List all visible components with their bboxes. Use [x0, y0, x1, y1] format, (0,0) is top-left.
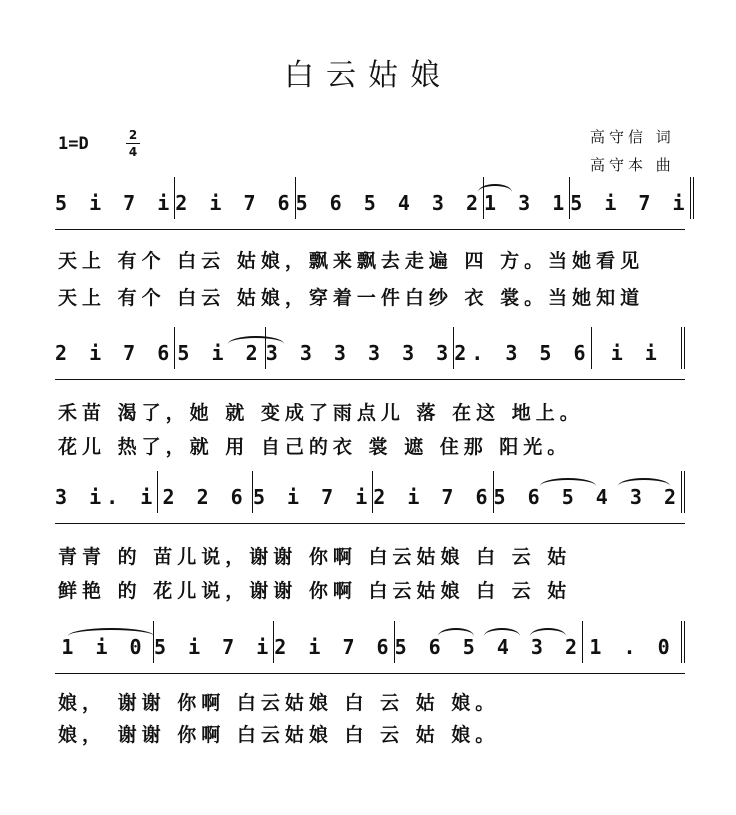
measure — [175, 177, 295, 219]
composer-credit: 高守本 曲 — [590, 156, 675, 174]
notes: 5 6 5 4 3 2 — [394, 635, 583, 659]
notes: 5 6 5 4 3 2 — [295, 191, 484, 215]
notes: i i — [610, 341, 662, 365]
tie-mark — [484, 628, 520, 644]
measure — [55, 471, 158, 513]
lyric-line-3-verse-1: 青青 的 苗儿说，谢谢 你啊 白云姑娘 白 云 姑 — [58, 546, 572, 568]
measure — [253, 471, 373, 513]
lyric-line-2-verse-2: 花儿 热了，就 用 自己的衣 裳 遮 住那 阳光。 — [58, 436, 572, 458]
notes: 2 i 7 6 — [373, 485, 493, 509]
tie-mark — [68, 628, 154, 644]
notes: 5 i 7 i — [252, 485, 373, 509]
measure — [266, 327, 454, 369]
notes: 3 i. i — [55, 485, 158, 509]
notes: 3 3 3 3 3 3 — [265, 341, 454, 365]
tie-mark — [438, 628, 474, 644]
notes: 1 3 1 — [484, 191, 570, 215]
notes: 5 i 7 i — [570, 191, 690, 215]
lyric-line-4-verse-1: 娘， 谢谢 你啊 白云姑娘 白 云 姑 娘。 — [58, 692, 500, 714]
notes: 5 6 5 4 3 2 — [493, 485, 681, 509]
lyric-line-4-verse-2: 娘， 谢谢 你啊 白云姑娘 白 云 姑 娘。 — [58, 724, 500, 746]
tie-mark — [618, 478, 670, 494]
measure — [583, 621, 685, 663]
notes: 2. 3 5 6 — [454, 341, 591, 365]
notes: 2 i 7 6 — [274, 635, 394, 659]
notes: 2 2 6 — [162, 485, 248, 509]
time-signature-bottom: 4 — [128, 145, 138, 159]
time-signature-divider — [126, 143, 140, 144]
tie-mark — [540, 478, 596, 494]
measure — [454, 327, 591, 369]
notes: 1 . 0 — [589, 635, 675, 659]
lyric-line-1-verse-1: 天上 有个 白云 姑娘，飘来飘去走遍 四 方。当她看见 — [58, 250, 645, 272]
lyric-line-2-verse-1: 禾苗 渴了，她 就 变成了雨点儿 落 在这 地上。 — [58, 402, 584, 424]
key-signature: 1=D — [58, 134, 89, 154]
measure — [592, 327, 685, 369]
time-signature-top: 2 — [128, 128, 138, 142]
song-title: 白云姑娘 — [284, 58, 452, 93]
time-signature — [126, 128, 140, 159]
measure — [154, 621, 274, 663]
notation-line-1 — [55, 180, 690, 230]
measure — [296, 177, 484, 219]
tie-mark — [478, 184, 512, 200]
lyricist-credit: 高守信 词 — [590, 128, 675, 146]
notes: 5 i 7 i — [153, 635, 274, 659]
notes: 2 i 7 6 — [55, 341, 175, 365]
measure — [55, 177, 175, 219]
lyric-line-3-verse-2: 鲜艳 的 花儿说，谢谢 你啊 白云姑娘 白 云 姑 — [58, 580, 572, 602]
lyric-line-1-verse-2: 天上 有个 白云 姑娘，穿着一件白纱 衣 裳。当她知道 — [58, 287, 645, 309]
tie-mark — [228, 336, 284, 352]
measure — [570, 177, 693, 219]
measure — [55, 327, 175, 369]
measure — [158, 471, 253, 513]
notes: 2 i 7 6 — [175, 191, 295, 215]
notes: 5 i 2 — [177, 341, 263, 365]
measure — [274, 621, 394, 663]
notes: 5 i 7 i — [55, 191, 175, 215]
tie-mark — [530, 628, 566, 644]
measure — [373, 471, 493, 513]
notes: 1 i 0 — [61, 635, 147, 659]
notation-line-2 — [55, 330, 685, 380]
